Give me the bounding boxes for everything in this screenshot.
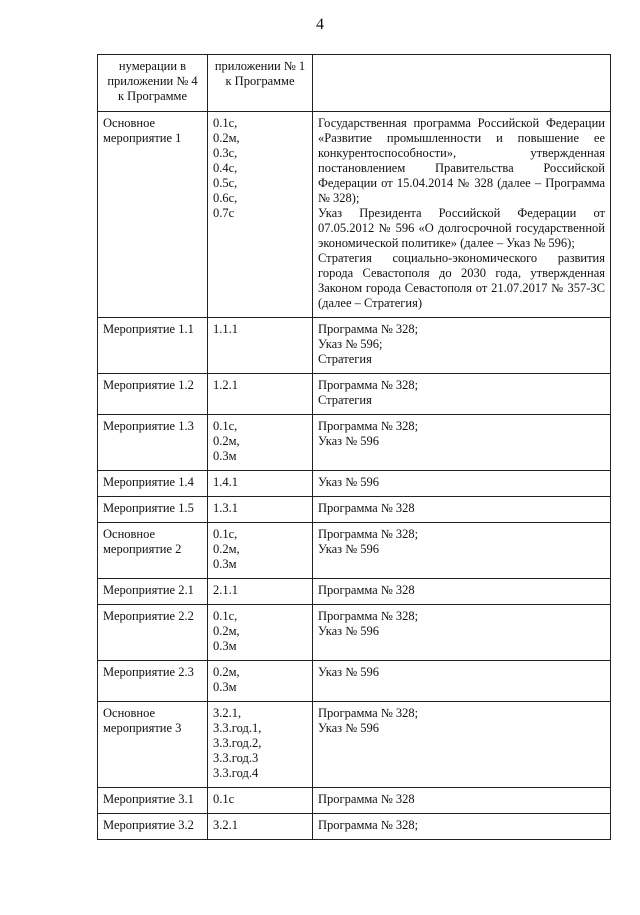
legal-basis-cell [313,471,611,497]
legal-basis-entry: Указ № 596 [318,665,380,679]
table-row [98,788,611,814]
indicator-code: 2.1.1 [213,583,238,597]
indicator-codes-cell [208,374,313,415]
indicator-code: 3.3.год.2, [213,736,262,750]
indicator-code: 0.3м [213,639,237,653]
table-row [98,661,611,702]
table-row [98,471,611,497]
indicator-code: 3.3.год.3 [213,751,259,765]
legal-basis-entry: Указ № 596 [318,721,380,735]
legal-basis-entry: Программа № 328; [318,419,419,433]
indicator-code: 0.1с, [213,419,238,433]
legal-basis-entry: Программа № 328 [318,501,415,515]
event-name-cell: Мероприятие 2.1 [98,579,208,605]
indicator-code: 0.2м, [213,434,240,448]
indicator-code: 1.3.1 [213,501,238,515]
indicator-codes-cell [208,579,313,605]
event-name-cell: Мероприятие 1.5 [98,497,208,523]
indicator-codes-cell [208,523,313,579]
indicator-code: 0.3м [213,557,237,571]
legal-basis-entry: Стратегия [318,393,372,407]
legal-basis-entry: Стратегия [318,352,372,366]
event-name-cell: Мероприятие 3.1 [98,788,208,814]
indicator-code: 1.2.1 [213,378,238,392]
legal-basis-cell [313,497,611,523]
legal-basis-entry: Программа № 328; [318,706,419,720]
indicator-code: 3.3.год.4 [213,766,259,780]
legal-basis-entry: Указ № 596 [318,434,380,448]
event-name-cell: Основное мероприятие 2 [98,523,208,579]
indicator-codes-cell [208,112,313,318]
indicator-codes-cell [208,415,313,471]
indicator-code: 0.1с [213,792,235,806]
indicator-code: 0.2м, [213,542,240,556]
table-row [98,374,611,415]
indicator-code: 3.2.1, [213,706,242,720]
event-name-cell: Основное мероприятие 3 [98,702,208,788]
legal-basis-entry: Программа № 328; [318,818,419,832]
legal-basis-entry: Программа № 328 [318,792,415,806]
legal-basis-cell [313,661,611,702]
indicator-codes-cell [208,497,313,523]
legal-basis-cell [313,112,611,318]
indicator-code: 0.2м, [213,665,240,679]
program-table [97,54,611,840]
indicator-code: 0.3м [213,449,237,463]
indicator-code: 0.4с, [213,161,238,175]
legal-basis-cell [313,374,611,415]
header-cell-documents [313,55,611,112]
indicator-code: 0.6с, [213,191,238,205]
indicator-code: 0.1с, [213,527,238,541]
header-cell-numbering: нумерации в приложении № 4 к Программе [98,55,208,112]
indicator-code: 1.4.1 [213,475,238,489]
table-row [98,112,611,318]
legal-basis-entry: Программа № 328; [318,527,419,541]
legal-basis-cell [313,814,611,840]
legal-basis-cell [313,523,611,579]
legal-basis-entry: Указ № 596 [318,475,380,489]
legal-basis-entry: Программа № 328; [318,322,419,336]
legal-basis-entry: Указ Президента Российской Федерации от 07.05.2012 № 596 «О долгосрочной государственной экономической политике» (далее – Указ № 596); [318,206,605,250]
legal-basis-cell [313,702,611,788]
indicator-code: 0.5с, [213,176,238,190]
indicator-code: 3.3.год.1, [213,721,262,735]
indicator-code: 0.2м, [213,131,240,145]
indicator-codes-cell [208,318,313,374]
legal-basis-cell [313,605,611,661]
event-name-cell: Мероприятие 1.2 [98,374,208,415]
indicator-codes-cell [208,702,313,788]
legal-basis-entry: Программа № 328 [318,583,415,597]
event-name-cell: Мероприятие 2.2 [98,605,208,661]
indicator-codes-cell [208,661,313,702]
legal-basis-entry: Государственная программа Российской Федерации «Развитие промышленности и повышение ее конкурентоспособности», утвержденная постановлением Правительства Российской Федерации от 15.04.2014 № 328 (далее – Программа № 328); [318,116,605,205]
legal-basis-entry: Программа № 328; [318,378,419,392]
header-cell-appendix: приложении № 1 к Программе [208,55,313,112]
table-row [98,605,611,661]
legal-basis-entry: Указ № 596 [318,542,380,556]
legal-basis-cell [313,788,611,814]
indicator-code: 0.3с, [213,146,238,160]
indicator-code: 0.3м [213,680,237,694]
indicator-codes-cell [208,605,313,661]
indicator-code: 0.2м, [213,624,240,638]
legal-basis-entry: Программа № 328; [318,609,419,623]
legal-basis-cell [313,318,611,374]
table-row [98,579,611,605]
legal-basis-entry: Стратегия социально-экономического развития города Севастополя до 2030 года, утвержденная Законом города Севастополя от 21.07.2017 № 357-ЗС (далее – Стратегия) [318,251,605,310]
legal-basis-cell [313,579,611,605]
indicator-code: 0.1с, [213,609,238,623]
event-name-cell: Мероприятие 1.1 [98,318,208,374]
table-header-row [98,55,611,112]
indicator-code: 0.1с, [213,116,238,130]
event-name-cell: Мероприятие 1.4 [98,471,208,497]
event-name-cell: Мероприятие 3.2 [98,814,208,840]
table-row [98,415,611,471]
table-row [98,814,611,840]
page-number: 4 [316,16,324,33]
legal-basis-entry: Указ № 596; [318,337,383,351]
indicator-code: 1.1.1 [213,322,238,336]
indicator-codes-cell [208,471,313,497]
event-name-cell: Основное мероприятие 1 [98,112,208,318]
indicator-code: 3.2.1 [213,818,238,832]
event-name-cell: Мероприятие 2.3 [98,661,208,702]
table-row [98,702,611,788]
legal-basis-cell [313,415,611,471]
table-row [98,523,611,579]
indicator-codes-cell [208,788,313,814]
event-name-cell: Мероприятие 1.3 [98,415,208,471]
table-row [98,318,611,374]
table-row [98,497,611,523]
indicator-codes-cell [208,814,313,840]
legal-basis-entry: Указ № 596 [318,624,380,638]
indicator-code: 0.7с [213,206,235,220]
